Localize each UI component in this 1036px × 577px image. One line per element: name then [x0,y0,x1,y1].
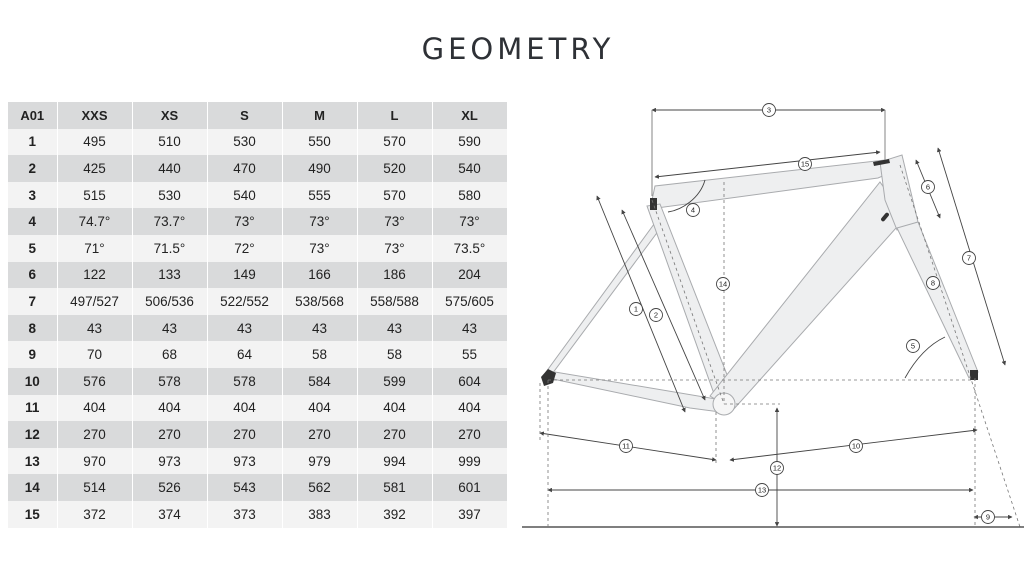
row-label: 1 [8,129,57,156]
table-row [8,129,507,156]
table-cell: 397 [432,501,507,528]
table-cell: 404 [357,395,432,422]
table-cell: 58 [357,341,432,368]
table-cell: 270 [207,421,282,448]
table-row [8,341,507,368]
table-row [8,182,507,209]
row-label: 8 [8,315,57,342]
table-cell: 970 [57,448,132,475]
row-label: 4 [8,208,57,235]
table-row [8,155,507,182]
table-cell: 973 [207,448,282,475]
dimension-badge-label: 10 [851,441,861,451]
table-cell: 530 [207,129,282,156]
dimension-badge-label: 8 [930,278,936,288]
dimension-badge-label: 15 [800,159,810,169]
table-row [8,315,507,342]
row-label: 10 [8,368,57,395]
table-cell: 538/568 [282,288,357,315]
seat-clamp [650,198,657,210]
table-cell: 979 [282,448,357,475]
table-cell: 994 [357,448,432,475]
geometry-table [8,102,508,528]
row-label: 14 [8,474,57,501]
dimension-badge-label: 1 [633,304,639,314]
row-label: 7 [8,288,57,315]
table-cell: 578 [132,368,207,395]
table-cell: 73.7° [132,208,207,235]
row-label: 12 [8,421,57,448]
table-cell: 506/536 [132,288,207,315]
table-cell: 374 [132,501,207,528]
table-cell: 55 [432,341,507,368]
table-cell: 70 [57,341,132,368]
table-row [8,208,507,235]
table-cell: 43 [432,315,507,342]
table-row [8,262,507,289]
table-cell: 540 [432,155,507,182]
table-cell: 373 [207,501,282,528]
table-cell: 43 [282,315,357,342]
table-row [8,474,507,501]
row-label: 3 [8,182,57,209]
dimension-badge-label: 2 [653,310,659,320]
table-cell: 43 [207,315,282,342]
dimension-badge-label: 9 [985,512,991,522]
header-cell: A01 [8,102,57,129]
header-cell: XL [432,102,507,129]
table-cell: 270 [432,421,507,448]
table-cell: 404 [57,395,132,422]
bike-frame [546,155,978,415]
table-cell: 43 [57,315,132,342]
dimension-badge-label: 6 [925,182,931,192]
table-cell: 575/605 [432,288,507,315]
table-cell: 530 [132,182,207,209]
dimension-badge-label: 12 [772,463,782,473]
table-cell: 73° [207,208,282,235]
table-row [8,421,507,448]
table-cell: 470 [207,155,282,182]
table-cell: 514 [57,474,132,501]
table-cell: 270 [282,421,357,448]
table-cell: 515 [57,182,132,209]
header-cell: XS [132,102,207,129]
table-cell: 440 [132,155,207,182]
table-cell: 581 [357,474,432,501]
table-cell: 166 [282,262,357,289]
table-cell: 576 [57,368,132,395]
table-cell: 562 [282,474,357,501]
table-row [8,501,507,528]
table-cell: 133 [132,262,207,289]
table-cell: 71.5° [132,235,207,262]
header-cell: M [282,102,357,129]
table-cell: 973 [132,448,207,475]
table-cell: 43 [132,315,207,342]
header-cell: XXS [57,102,132,129]
dimension-badge-label: 14 [718,279,728,289]
dimension-badge-label: 4 [690,205,696,215]
front-dropout [970,370,978,380]
table-cell: 580 [432,182,507,209]
table-row [8,395,507,422]
table-row [8,448,507,475]
table-cell: 590 [432,129,507,156]
table-cell: 570 [357,182,432,209]
table-row [8,235,507,262]
table-cell: 149 [207,262,282,289]
table-cell: 425 [57,155,132,182]
table-cell: 64 [207,341,282,368]
table-cell: 270 [357,421,432,448]
table-cell: 570 [357,129,432,156]
header-cell: L [357,102,432,129]
table-cell: 543 [207,474,282,501]
row-label: 13 [8,448,57,475]
row-label: 9 [8,341,57,368]
table-cell: 526 [132,474,207,501]
page-title: GEOMETRY [421,32,615,66]
row-label: 11 [8,395,57,422]
table-cell: 495 [57,129,132,156]
table-cell: 490 [282,155,357,182]
table-cell: 999 [432,448,507,475]
dimension-badge-label: 13 [757,485,767,495]
table-cell: 550 [282,129,357,156]
table-cell: 186 [357,262,432,289]
table-cell: 601 [432,474,507,501]
table-cell: 43 [357,315,432,342]
table-cell: 540 [207,182,282,209]
table-cell: 73° [432,208,507,235]
table-cell: 58 [282,341,357,368]
row-label: 6 [8,262,57,289]
dimension-badge-label: 5 [910,341,916,351]
table-cell: 584 [282,368,357,395]
table-cell: 510 [132,129,207,156]
table-header-row [8,102,507,129]
table-cell: 383 [282,501,357,528]
table-cell: 71° [57,235,132,262]
table-cell: 604 [432,368,507,395]
table-cell: 72° [207,235,282,262]
table-cell: 74.7° [57,208,132,235]
frame-geometry-diagram [520,95,1030,540]
table-row [8,368,507,395]
row-label: 15 [8,501,57,528]
table-cell: 404 [282,395,357,422]
dimension-badge-label: 11 [622,441,630,451]
row-label: 2 [8,155,57,182]
dimension-badge-label: 7 [966,253,972,263]
table-cell: 73° [357,208,432,235]
table-row [8,288,507,315]
table-cell: 73° [357,235,432,262]
table-cell: 558/588 [357,288,432,315]
table-cell: 522/552 [207,288,282,315]
table-cell: 497/527 [57,288,132,315]
header-cell: S [207,102,282,129]
table-cell: 270 [57,421,132,448]
table-cell: 599 [357,368,432,395]
dimension-badge-label: 3 [766,105,772,115]
table-cell: 555 [282,182,357,209]
row-label: 5 [8,235,57,262]
table-cell: 204 [432,262,507,289]
table-cell: 73° [282,235,357,262]
table-cell: 404 [132,395,207,422]
table-cell: 404 [432,395,507,422]
table-cell: 122 [57,262,132,289]
table-cell: 73° [282,208,357,235]
table-cell: 372 [57,501,132,528]
table-cell: 520 [357,155,432,182]
table-cell: 73.5° [432,235,507,262]
table-cell: 68 [132,341,207,368]
table-cell: 404 [207,395,282,422]
table-cell: 270 [132,421,207,448]
table-cell: 392 [357,501,432,528]
table-cell: 578 [207,368,282,395]
